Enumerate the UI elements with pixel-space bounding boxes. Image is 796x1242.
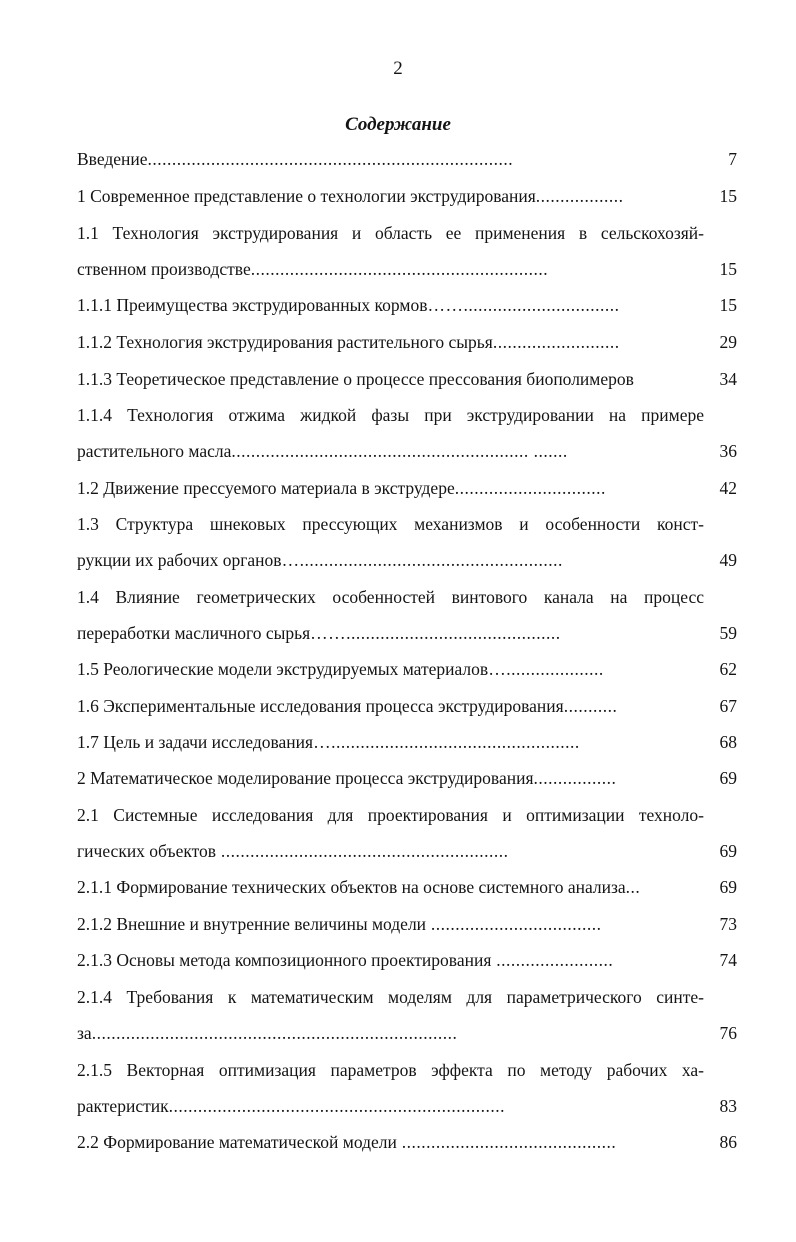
toc-entry-page: 49: [719, 550, 737, 570]
toc-entry-text: 1.1.4 Технология отжима жидкой фазы при экструдировании на примере: [77, 405, 704, 425]
toc-entry-page: 15: [719, 186, 737, 206]
toc-entry-text: 1.5 Реологические модели экструдируемых материалов…....................: [77, 659, 604, 679]
toc-entry-continuation: растительного масла............................................................. .......: [77, 441, 568, 461]
toc-entry-page: 68: [719, 732, 737, 752]
toc-entry-page: 76: [719, 1023, 737, 1043]
toc-entry-text: 1.7 Цель и задачи исследования…...................................................: [77, 732, 580, 752]
toc-entry-text: 2.1.4 Требования к математическим моделям для параметрического синте-: [77, 987, 704, 1007]
toc-entry-page: 42: [719, 478, 737, 498]
toc-entry-page: 67: [719, 696, 737, 716]
toc-entry-text: 1.1.3 Теоретическое представление о процессе прессования биополимеров: [77, 369, 634, 389]
toc-entry-text: 2.1 Системные исследования для проектирования и оптимизации техноло-: [77, 805, 704, 825]
toc-entry-continuation: ственном производстве.............................................................: [77, 259, 549, 279]
toc-entry-continuation: рукции их рабочих органов…......................................................: [77, 550, 563, 570]
toc-heading: Содержание: [345, 114, 451, 135]
toc-entry-page: 36: [719, 441, 737, 461]
toc-entry-page: 59: [719, 623, 737, 643]
toc-entry-continuation: за...........................................................................: [77, 1023, 458, 1043]
toc-entry-continuation: рактеристик.....................................................................: [77, 1096, 505, 1116]
toc-entry-text: 1 Современное представление о технологии экструдирования..................: [77, 186, 624, 206]
toc-entry-page: 62: [719, 659, 737, 679]
toc-entry-text: 1.6 Экспериментальные исследования процесса экструдирования...........: [77, 696, 618, 716]
toc-entry-page: 83: [719, 1096, 737, 1116]
toc-entry-page: 7: [728, 149, 737, 169]
toc-entry-text: 2.2 Формирование математической модели ............................................: [77, 1132, 617, 1152]
toc-entry-continuation: переработки масличного сырья……............................................: [77, 623, 561, 643]
toc-entry-page: 34: [719, 369, 737, 389]
toc-entry-text: 2.1.5 Векторная оптимизация параметров эффекта по методу рабочих ха-: [77, 1060, 704, 1080]
toc-entry-page: 86: [719, 1132, 737, 1152]
toc-entry-page: 15: [719, 259, 737, 279]
page-number: 2: [393, 58, 403, 79]
toc-entry-text: 2.1.2 Внешние и внутренние величины модели ...................................: [77, 914, 602, 934]
toc-entry-page: 74: [719, 950, 737, 970]
toc-entry-text: 1.4 Влияние геометрических особенностей винтового канала на процесс: [77, 587, 704, 607]
toc-entry-text: 2 Математическое моделирование процесса экструдирования.................: [77, 768, 617, 788]
toc-entry-text: 2.1.1 Формирование технических объектов на основе системного анализа...: [77, 877, 641, 897]
toc-entry-page: 69: [719, 877, 737, 897]
toc-entry-page: 69: [719, 768, 737, 788]
toc-entry-text: 1.1.2 Технология экструдирования растительного сырья..........................: [77, 332, 620, 352]
toc-entry-text: Введение...........................................................................: [77, 149, 514, 169]
toc-entry-text: 2.1.3 Основы метода композиционного проектирования ........................: [77, 950, 614, 970]
toc-entry-text: 1.3 Структура шнековых прессующих механизмов и особенности конст-: [77, 514, 704, 534]
toc-entry-page: 69: [719, 841, 737, 861]
toc-entry-page: 73: [719, 914, 737, 934]
toc-entry-page: 29: [719, 332, 737, 352]
toc-entry-text: 1.1.1 Преимущества экструдированных кормов……................................: [77, 295, 620, 315]
toc-entry-text: 1.1 Технология экструдирования и область ее применения в сельскохозяй-: [77, 223, 704, 243]
toc-entry-page: 15: [719, 295, 737, 315]
toc-entry-text: 1.2 Движение прессуемого материала в экструдере...............................: [77, 478, 606, 498]
toc-entry-continuation: гических объектов ...........................................................: [77, 841, 509, 861]
